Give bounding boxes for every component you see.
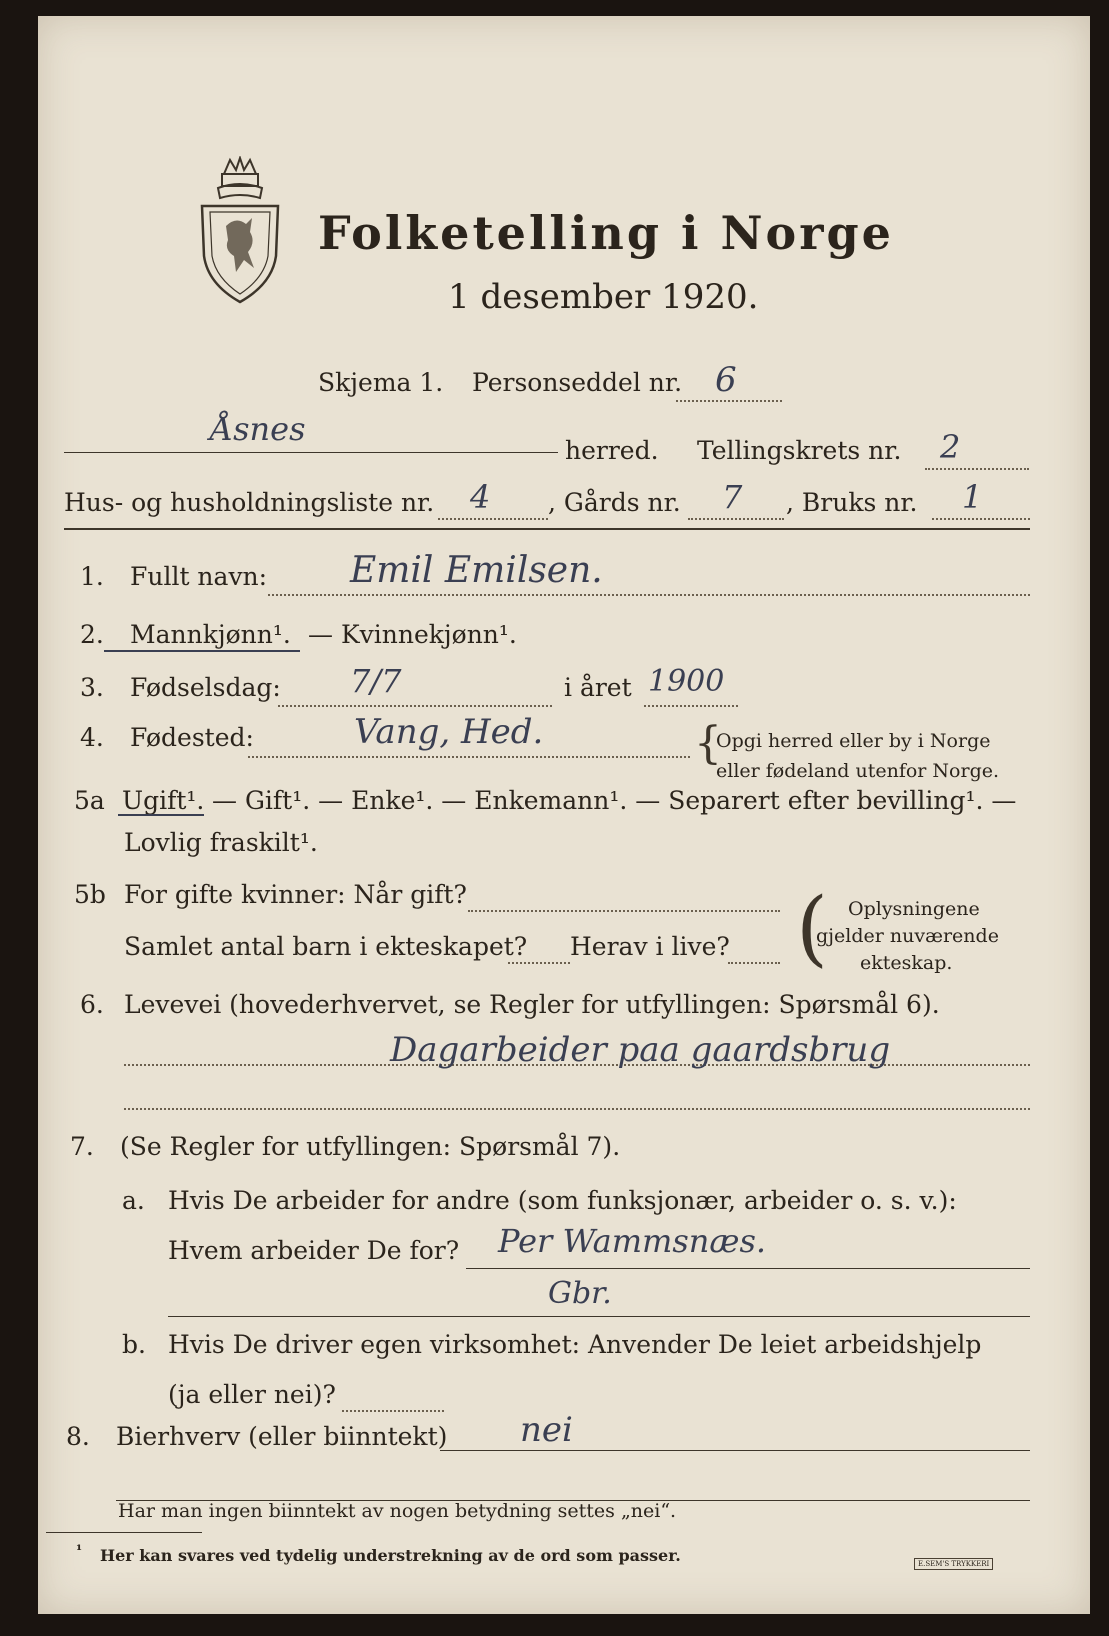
birthdate-value[interactable]: 7/7 bbox=[350, 662, 402, 700]
tellingskrets-line bbox=[925, 468, 1029, 470]
q7-number: 7. bbox=[70, 1132, 94, 1161]
q4-line bbox=[248, 756, 690, 758]
occupation-value[interactable]: Dagarbeider paa gaardsbrug bbox=[390, 1030, 891, 1070]
gards-label: , Gårds nr. bbox=[548, 488, 681, 517]
tellingskrets-label: Tellingskrets nr. bbox=[697, 436, 902, 465]
husliste-line bbox=[438, 518, 548, 520]
q3-line bbox=[278, 705, 552, 707]
q5b-married-when-label: For gifte kvinner: Når gift? bbox=[124, 880, 467, 909]
q5b-note-line1: Oplysningene bbox=[848, 898, 980, 920]
q4-number: 4. bbox=[80, 723, 104, 752]
bruks-label: , Bruks nr. bbox=[786, 488, 918, 517]
bruks-line bbox=[932, 518, 1030, 520]
q8-line1 bbox=[440, 1450, 1030, 1451]
herred-label: herred. bbox=[565, 436, 659, 465]
gards-value[interactable]: 7 bbox=[722, 478, 743, 516]
q1-number: 1. bbox=[80, 562, 104, 591]
q1-label: Fullt navn: bbox=[130, 562, 268, 591]
side-income-value[interactable]: nei bbox=[520, 1410, 573, 1450]
q2-female-option[interactable]: — Kvinnekjønn¹. bbox=[308, 620, 517, 649]
footnote-text: Her kan svares ved tydelig understrekning av de ord som passer. bbox=[100, 1546, 681, 1565]
q4-label: Fødested: bbox=[130, 723, 254, 752]
form-title: Folketelling i Norge bbox=[318, 206, 894, 260]
full-name-value[interactable]: Emil Emilsen. bbox=[350, 550, 603, 591]
q7a-employer-line bbox=[466, 1268, 1030, 1269]
q5b-note-line3: ekteskap. bbox=[860, 952, 953, 974]
husliste-value[interactable]: 4 bbox=[470, 478, 491, 516]
q5b-children-line bbox=[508, 962, 570, 964]
header-divider bbox=[64, 528, 1030, 530]
herred-line bbox=[64, 452, 558, 453]
q5a-divorced-option[interactable]: Lovlig fraskilt¹. bbox=[124, 828, 318, 857]
footer-divider bbox=[46, 1532, 202, 1533]
q5a-unmarried-underline bbox=[118, 814, 204, 816]
q5a-other-options[interactable]: — Gift¹. — Enke¹. — Enkemann¹. — Separert efter bevilling¹. — bbox=[212, 786, 1017, 815]
q7b-letter: b. bbox=[122, 1330, 146, 1359]
q4-note-line2: eller fødeland utenfor Norge. bbox=[716, 760, 1000, 782]
q7b-line1: Hvis De driver egen virksomhet: Anvender De leiet arbeidshjelp bbox=[168, 1330, 982, 1359]
printer-stamp: E.SEM'S TRYKKERI bbox=[914, 1558, 993, 1570]
q7-label: (Se Regler for utfyllingen: Spørsmål 7). bbox=[120, 1132, 621, 1161]
q7a-line1: Hvis De arbeider for andre (som funksjonær, arbeider o. s. v.): bbox=[168, 1186, 957, 1215]
birth-year-value[interactable]: 1900 bbox=[648, 664, 725, 699]
personseddel-line bbox=[676, 400, 782, 402]
gards-line bbox=[688, 518, 784, 520]
bruks-value[interactable]: 1 bbox=[962, 478, 983, 516]
q4-brace: { bbox=[694, 718, 722, 769]
q6-label: Levevei (hovederhvervet, se Regler for utfyllingen: Spørsmål 6). bbox=[124, 990, 940, 1019]
q6-number: 6. bbox=[80, 990, 104, 1019]
q5b-children-label: Samlet antal barn i ekteskapet? bbox=[124, 932, 528, 961]
q2-male-option[interactable]: Mannkjønn¹. bbox=[130, 620, 291, 649]
q3-year-line bbox=[644, 705, 738, 707]
q3-year-label: i året bbox=[564, 673, 632, 702]
personseddel-label: Personseddel nr. bbox=[472, 368, 683, 397]
q8-label: Bierhverv (eller biinntekt) bbox=[116, 1422, 448, 1451]
employer-value-extra[interactable]: Gbr. bbox=[548, 1276, 612, 1311]
q5b-brace: ( bbox=[796, 881, 828, 976]
q7a-letter: a. bbox=[122, 1186, 145, 1215]
birthplace-value[interactable]: Vang, Hed. bbox=[354, 712, 544, 752]
q5b-number: 5b bbox=[74, 880, 106, 909]
footer-note: Har man ingen biinntekt av nogen betydning settes „nei“. bbox=[118, 1500, 677, 1522]
husliste-label: Hus- og husholdningsliste nr. bbox=[64, 488, 435, 517]
q3-number: 3. bbox=[80, 673, 104, 702]
q5a-number: 5a bbox=[74, 786, 105, 815]
footnote-mark: ¹ bbox=[76, 1543, 83, 1559]
q5b-note-line2: gjelder nuværende bbox=[816, 925, 999, 947]
q7b-answer-line bbox=[342, 1410, 444, 1412]
q7b-line2: (ja eller nei)? bbox=[168, 1380, 336, 1409]
q2-male-underline bbox=[104, 650, 300, 652]
q1-line bbox=[268, 594, 1030, 596]
herred-value[interactable]: Åsnes bbox=[210, 410, 306, 448]
q7a-employer-label: Hvem arbeider De for? bbox=[168, 1236, 460, 1265]
q5a-unmarried-option[interactable]: Ugift¹. bbox=[122, 786, 205, 815]
q5b-alive-line bbox=[728, 962, 780, 964]
q7a-employer-line2 bbox=[168, 1316, 1030, 1317]
personseddel-value[interactable]: 6 bbox=[715, 360, 737, 400]
q5b-alive-label: Herav i live? bbox=[570, 932, 730, 961]
q5b-married-when-line bbox=[468, 910, 780, 912]
q4-note-line1: Opgi herred eller by i Norge bbox=[716, 730, 991, 752]
q2-number: 2. bbox=[80, 620, 104, 649]
q6-line2 bbox=[124, 1108, 1030, 1110]
tellingskrets-value[interactable]: 2 bbox=[940, 428, 961, 466]
q3-label: Fødselsdag: bbox=[130, 673, 281, 702]
employer-value[interactable]: Per Wammsnæs. bbox=[498, 1222, 767, 1260]
q8-number: 8. bbox=[66, 1422, 90, 1451]
census-date: 1 desember 1920. bbox=[448, 277, 759, 317]
norwegian-coat-of-arms-icon bbox=[196, 156, 284, 306]
schema-label: Skjema 1. bbox=[318, 368, 444, 397]
